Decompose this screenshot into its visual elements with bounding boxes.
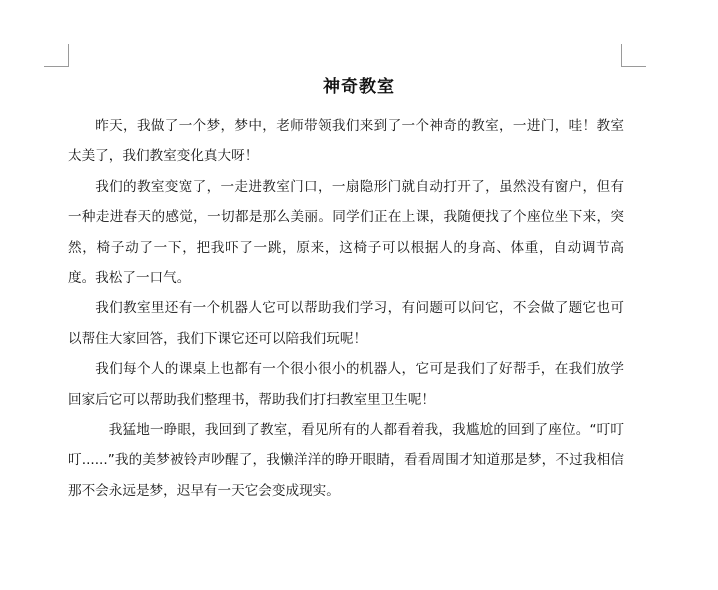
paragraph: 我猛地一睁眼，我回到了教室，看见所有的人都看着我，我尴尬的回到了座位。“叮叮叮......”我的美梦被铃声吵醒了，我懒洋洋的睁开眼睛，看看周围才知道那是梦，不过我相信那不会永远是梦，迟早有一天它会变成现实。 xyxy=(68,422,624,499)
crop-mark-top-left xyxy=(44,44,69,67)
paragraph: 我们每个人的课桌上也都有一个很小很小的机器人，它可是我们了好帮手，在我们放学回家后它可以帮助我们整理书，帮助我们打扫教室里卫生呢！ xyxy=(68,361,624,408)
document-title: 神奇教室 xyxy=(323,77,395,97)
paragraph: 我们的教室变宽了，一走进教室门口，一扇隐形门就自动打开了，虽然没有窗户，但有一种走进春天的感觉，一切都是那么美丽。同学们正在上课，我随便找了个座位坐下来，突然，椅子动了一下，把我吓了一跳，原来，这椅子可以根据人的身高、体重，自动调节高度。我松了一口气。 xyxy=(68,178,624,287)
paragraph: 昨天，我做了一个梦，梦中，老师带领我们来到了一个神奇的教室，一进门，哇！教室太美了，我们教室变化真大呀！ xyxy=(68,118,624,165)
crop-mark-top-right xyxy=(621,44,646,67)
document-body xyxy=(68,111,624,506)
paragraph: 我们教室里还有一个机器人它可以帮助我们学习，有问题可以问它，不会做了题它也可以帮住大家回答，我们下课它还可以陪我们玩呢！ xyxy=(68,300,624,347)
